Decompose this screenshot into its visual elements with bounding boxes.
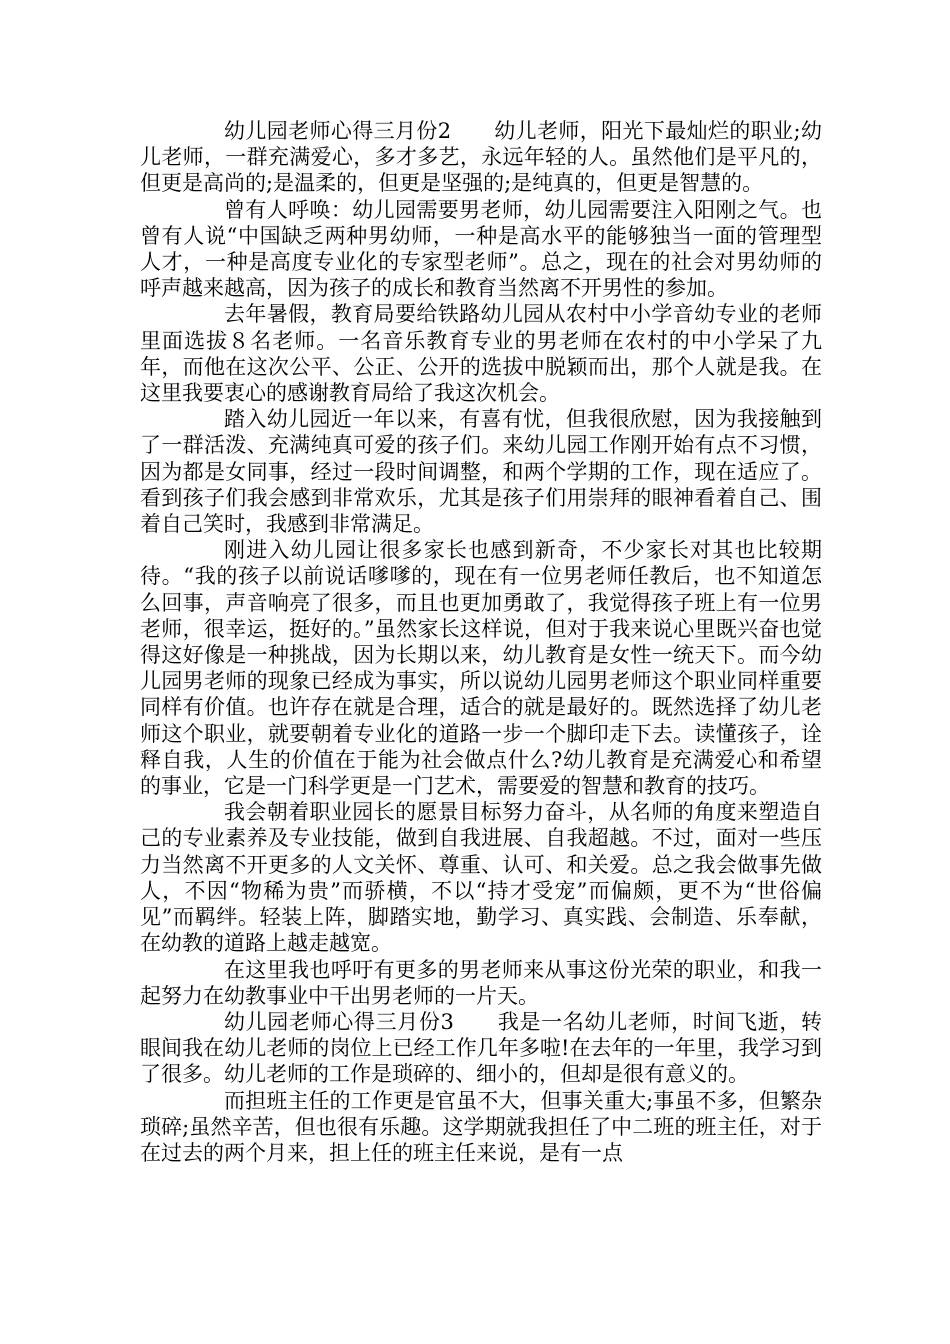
paragraph-5: 刚进入幼儿园让很多家长也感到新奇，不少家长对其也比较期待。“我的孩子以前说话嗲嗲的，现在有一位男老师任教后，也不知道怎么回事，声音响亮了很多，而且也更加勇敢了，我觉得孩子班上有一位男老师，很幸运，挺好的。”虽然家长这样说，但对于我来说心里既兴奋也觉得这好像是一种挑战，因为长期以来，幼儿教育是女性一统天下。而今幼儿园男老师的现象已经成为事实，所以说幼儿园男老师这个职业同样重要同样有价值。也许存在就是合理，适合的就是最好的。既然选择了幼儿老师这个职业，就要朝着专业化的道路一步一个脚印走下去。读懂孩子，诠释自我，人生的价值在于能为社会做点什么?幼儿教育是充满爱心和希望的事业，它是一门科学更是一门艺术，需要爱的智慧和教育的技巧。	[140, 538, 822, 799]
paragraph-4: 踏入幼儿园近一年以来，有喜有忧，但我很欣慰，因为我接触到了一群活泼、充满纯真可爱的孩子们。来幼儿园工作刚开始有点不习惯，因为都是女同事，经过一段时间调整，和两个学期的工作，现在适应了。看到孩子们我会感到非常欢乐，尤其是孩子们用崇拜的眼神看着自己、围着自己笑时，我感到非常满足。	[140, 407, 822, 537]
document-body	[140, 118, 822, 1166]
paragraph-3: 去年暑假，教育局要给铁路幼儿园从农村中小学音幼专业的老师里面选拔８名老师。一名音乐教育专业的男老师在农村的中小学呆了九年，而他在这次公平、公正、公开的选拔中脱颖而出，那个人就是我。在这里我要衷心的感谢教育局给了我这次机会。	[140, 302, 822, 406]
paragraph-7: 在这里我也呼吁有更多的男老师来从事这份光荣的职业，和我一起努力在幼教事业中干出男老师的一片天。	[140, 957, 822, 1008]
paragraph-1: 幼儿园老师心得三月份2 幼儿老师，阳光下最灿烂的职业;幼儿老师，一群充满爱心，多才多艺，永远年轻的人。虽然他们是平凡的，但更是高尚的;是温柔的，但更是坚强的;是纯真的，但更是智慧的。	[140, 119, 822, 196]
paragraph-2: 曾有人呼唤：幼儿园需要男老师，幼儿园需要注入阳刚之气。也曾有人说“中国缺乏两种男幼师，一种是高水平的能够独当一面的管理型人才，一种是高度专业化的专家型老师”。总之，现在的社会对男幼师的呼声越来越高，因为孩子的成长和教育当然离不开男性的参加。	[140, 197, 822, 301]
paragraph-8: 幼儿园老师心得三月份3 我是一名幼儿老师，时间飞逝，转眼间我在幼儿老师的岗位上已经工作几年多啦!在去年的一年里，我学习到了很多。幼儿老师的工作是琐碎的、细小的，但却是很有意义的。	[140, 1009, 822, 1087]
paragraph-9: 而担班主任的工作更是官虽不大，但事关重大;事虽不多，但繁杂琐碎;虽然辛苦，但也很有乐趣。这学期就我担任了中二班的班主任，对于在过去的两个月来，担上任的班主任来说，是有一点	[140, 1088, 822, 1165]
paragraph-6: 我会朝着职业园长的愿景目标努力奋斗，从名师的角度来塑造自己的专业素养及专业技能，做到自我进展、自我超越。不过，面对一些压力当然离不开更多的人文关怀、尊重、认可、和关爱。总之我会做事先做人，不因“物稀为贵”而骄横，不以“持才受宠”而偏颇，更不为“世俗偏见”而羁绊。轻装上阵，脚踏实地，勤学习、真实践、会制造、乐奉献，在幼教的道路上越走越宽。	[140, 800, 822, 956]
